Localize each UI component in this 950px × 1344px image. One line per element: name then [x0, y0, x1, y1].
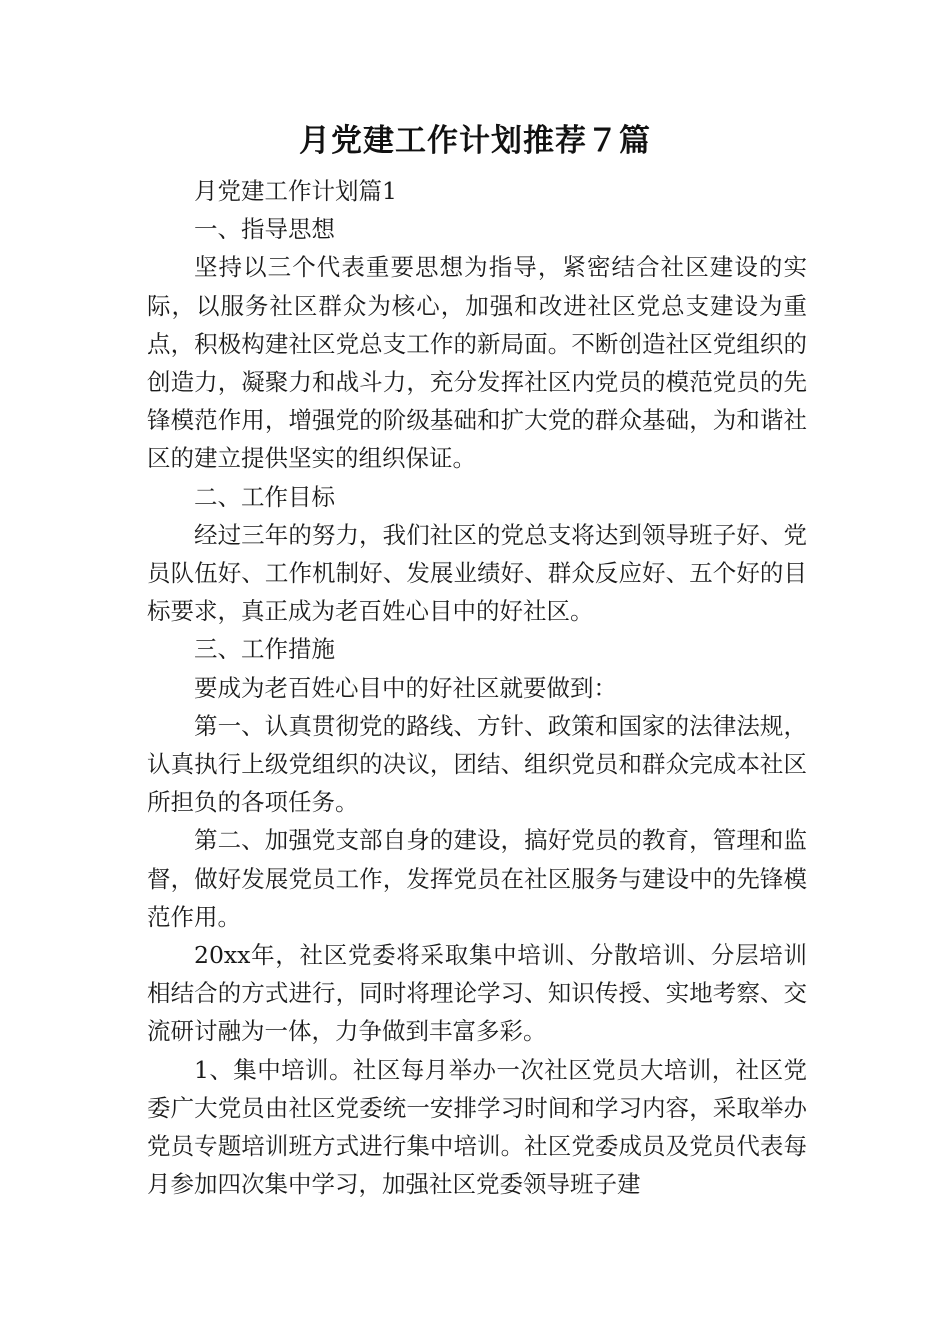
body-paragraph: 1、集中培训。社区每月举办一次社区党员大培训，社区党委广大党员由社区党委统一安排学习时间和学习内容，采取举办党员专题培训班方式进行集中培训。社区党委成员及党员代表每月参加四次集中学习，加强社区党委领导班子建 [147, 1055, 807, 1199]
body-paragraph: 20xx年，社区党委将采取集中培训、分散培训、分层培训相结合的方式进行，同时将理论学习、知识传授、实地考察、交流研讨融为一体，力争做到丰富多彩。 [147, 941, 807, 1046]
section-heading-guiding-ideology: 一、指导思想 [194, 215, 335, 244]
section-heading-work-measures: 三、工作措施 [194, 635, 335, 664]
body-paragraph: 要成为老百姓心目中的好社区就要做到： [194, 673, 617, 702]
section-heading-work-goals: 二、工作目标 [194, 482, 335, 511]
body-paragraph: 第二、加强党支部自身的建设，搞好党员的教育，管理和监督，做好发展党员工作，发挥党员在社区服务与建设中的先锋模范作用。 [147, 826, 807, 931]
document-body [147, 172, 807, 1203]
body-paragraph: 第一、认真贯彻党的路线、方针、政策和国家的法律法规，认真执行上级党组织的决议，团结、组织党员和群众完成本社区所担负的各项任务。 [147, 711, 807, 817]
body-paragraph: 坚持以三个代表重要思想为指导，紧密结合社区建设的实际，以服务社区群众为核心，加强和改进社区党总支建设为重点，积极构建社区党总支工作的新局面。不断创造社区党组织的创造力，凝聚力和战斗力，充分发挥社区内党员的模范党员的先锋模范作用，增强党的阶级基础和扩大党的群众基础，为和谐社区的建立提供坚实的组织保证。 [147, 253, 807, 473]
body-paragraph: 经过三年的努力，我们社区的党总支将达到领导班子好、党员队伍好、工作机制好、发展业绩好、群众反应好、五个好的目标要求，真正成为老百姓心目中的好社区。 [147, 520, 807, 626]
document-title: 月党建工作计划推荐７篇 [299, 123, 651, 159]
section-heading-article-1: 月党建工作计划篇1 [194, 177, 397, 205]
